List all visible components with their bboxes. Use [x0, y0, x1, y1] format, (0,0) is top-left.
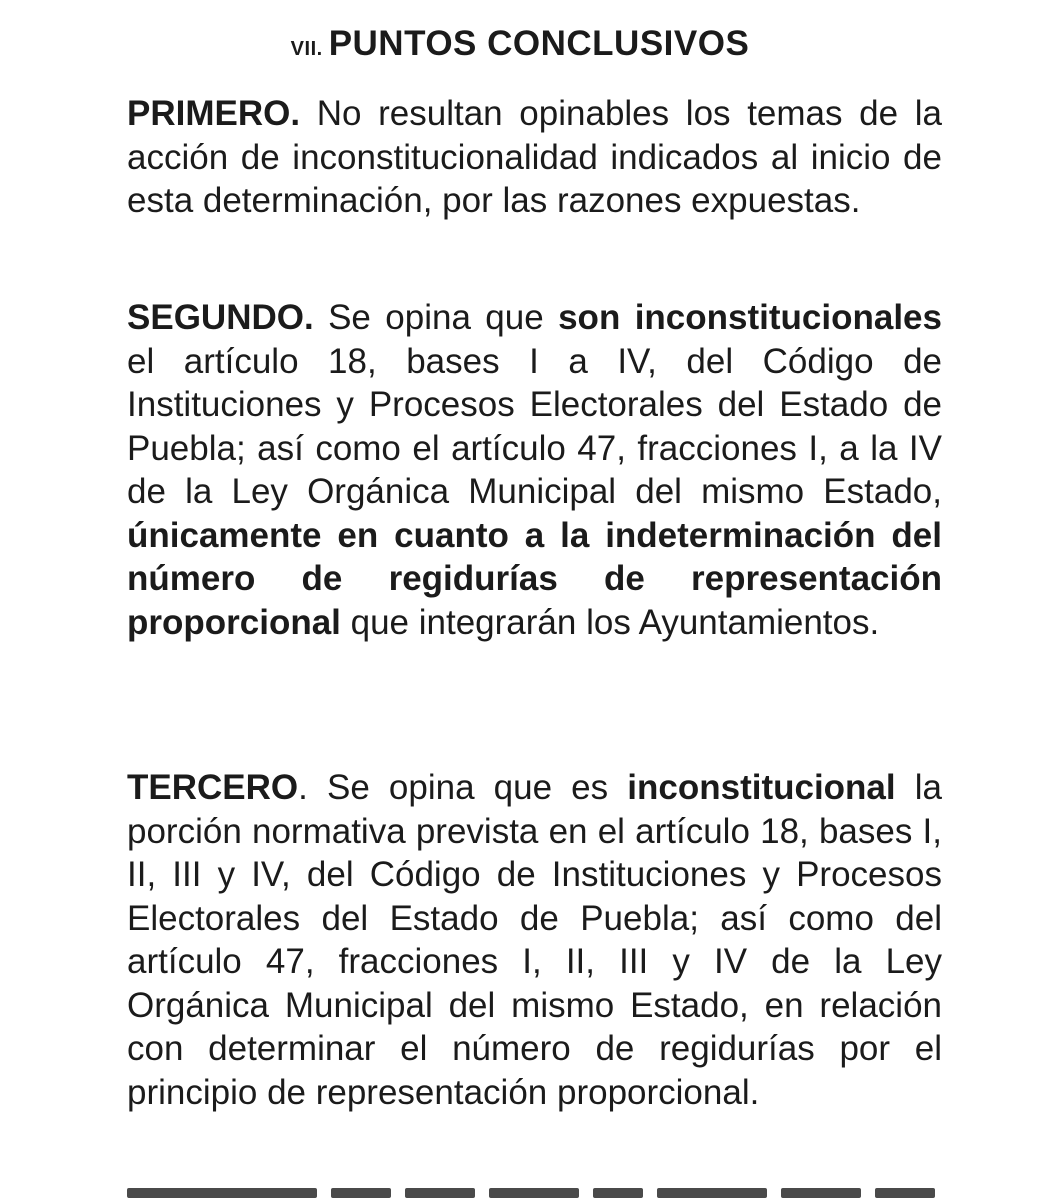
cut-off-text-fragment: [657, 1188, 767, 1198]
paragraph-text: Se opina que: [313, 298, 559, 337]
cut-off-text-fragment: [875, 1188, 935, 1198]
paragraph-segundo: [127, 296, 942, 644]
section-title: PUNTOS CONCLUSIVOS: [328, 24, 750, 63]
cut-off-text-fragment: [127, 1188, 317, 1198]
paragraph-tercero: [127, 766, 942, 1114]
cut-off-text-fragment: [489, 1188, 579, 1198]
paragraph-text: que integrarán los Ayuntamientos.: [340, 602, 880, 642]
paragraph-label: TERCERO: [127, 768, 299, 807]
paragraph-text: No resultan opinables los temas de la acción de inconstitucionalidad indicados al inicio de esta determinación, por las razones expuestas.: [127, 94, 942, 220]
emphasis-text: inconstitucional: [627, 768, 896, 807]
paragraph-text: . Se opina que es: [298, 768, 628, 807]
emphasis-text: son inconstitucionales: [558, 298, 942, 337]
section-number: VII.: [290, 38, 323, 60]
cut-off-text-fragment: [405, 1188, 475, 1198]
cut-off-text-fragment: [593, 1188, 643, 1198]
paragraph-text: el artículo 18, bases I a IV, del Código de Instituciones y Procesos Electorales del Estado de Puebla; así como el artículo 47, fracciones I, a la IV de la Ley Orgánica Municipal del mismo Estado,: [127, 341, 942, 511]
cut-off-text-fragment: [331, 1188, 391, 1198]
paragraph-label: PRIMERO.: [127, 94, 301, 133]
emphasis-text: únicamente en cuanto a la indeterminación del número de regidurías de representación proporcional: [127, 515, 942, 642]
paragraph-primero: [127, 92, 942, 223]
cut-off-text-fragment: [781, 1188, 861, 1198]
paragraph-text: la porción normativa prevista en el artículo 18, bases I, II, III y IV, del Código de Instituciones y Procesos Electorales del Estado de Puebla; así como del artículo 47, fracciones I, II, III y IV de la Ley Orgánica Municipal del mismo Estado, en relación con determinar el número de regidurías por el principio de representación proporcional.: [127, 768, 943, 1112]
paragraph-label: SEGUNDO.: [127, 298, 314, 337]
section-heading: [0, 22, 1040, 71]
